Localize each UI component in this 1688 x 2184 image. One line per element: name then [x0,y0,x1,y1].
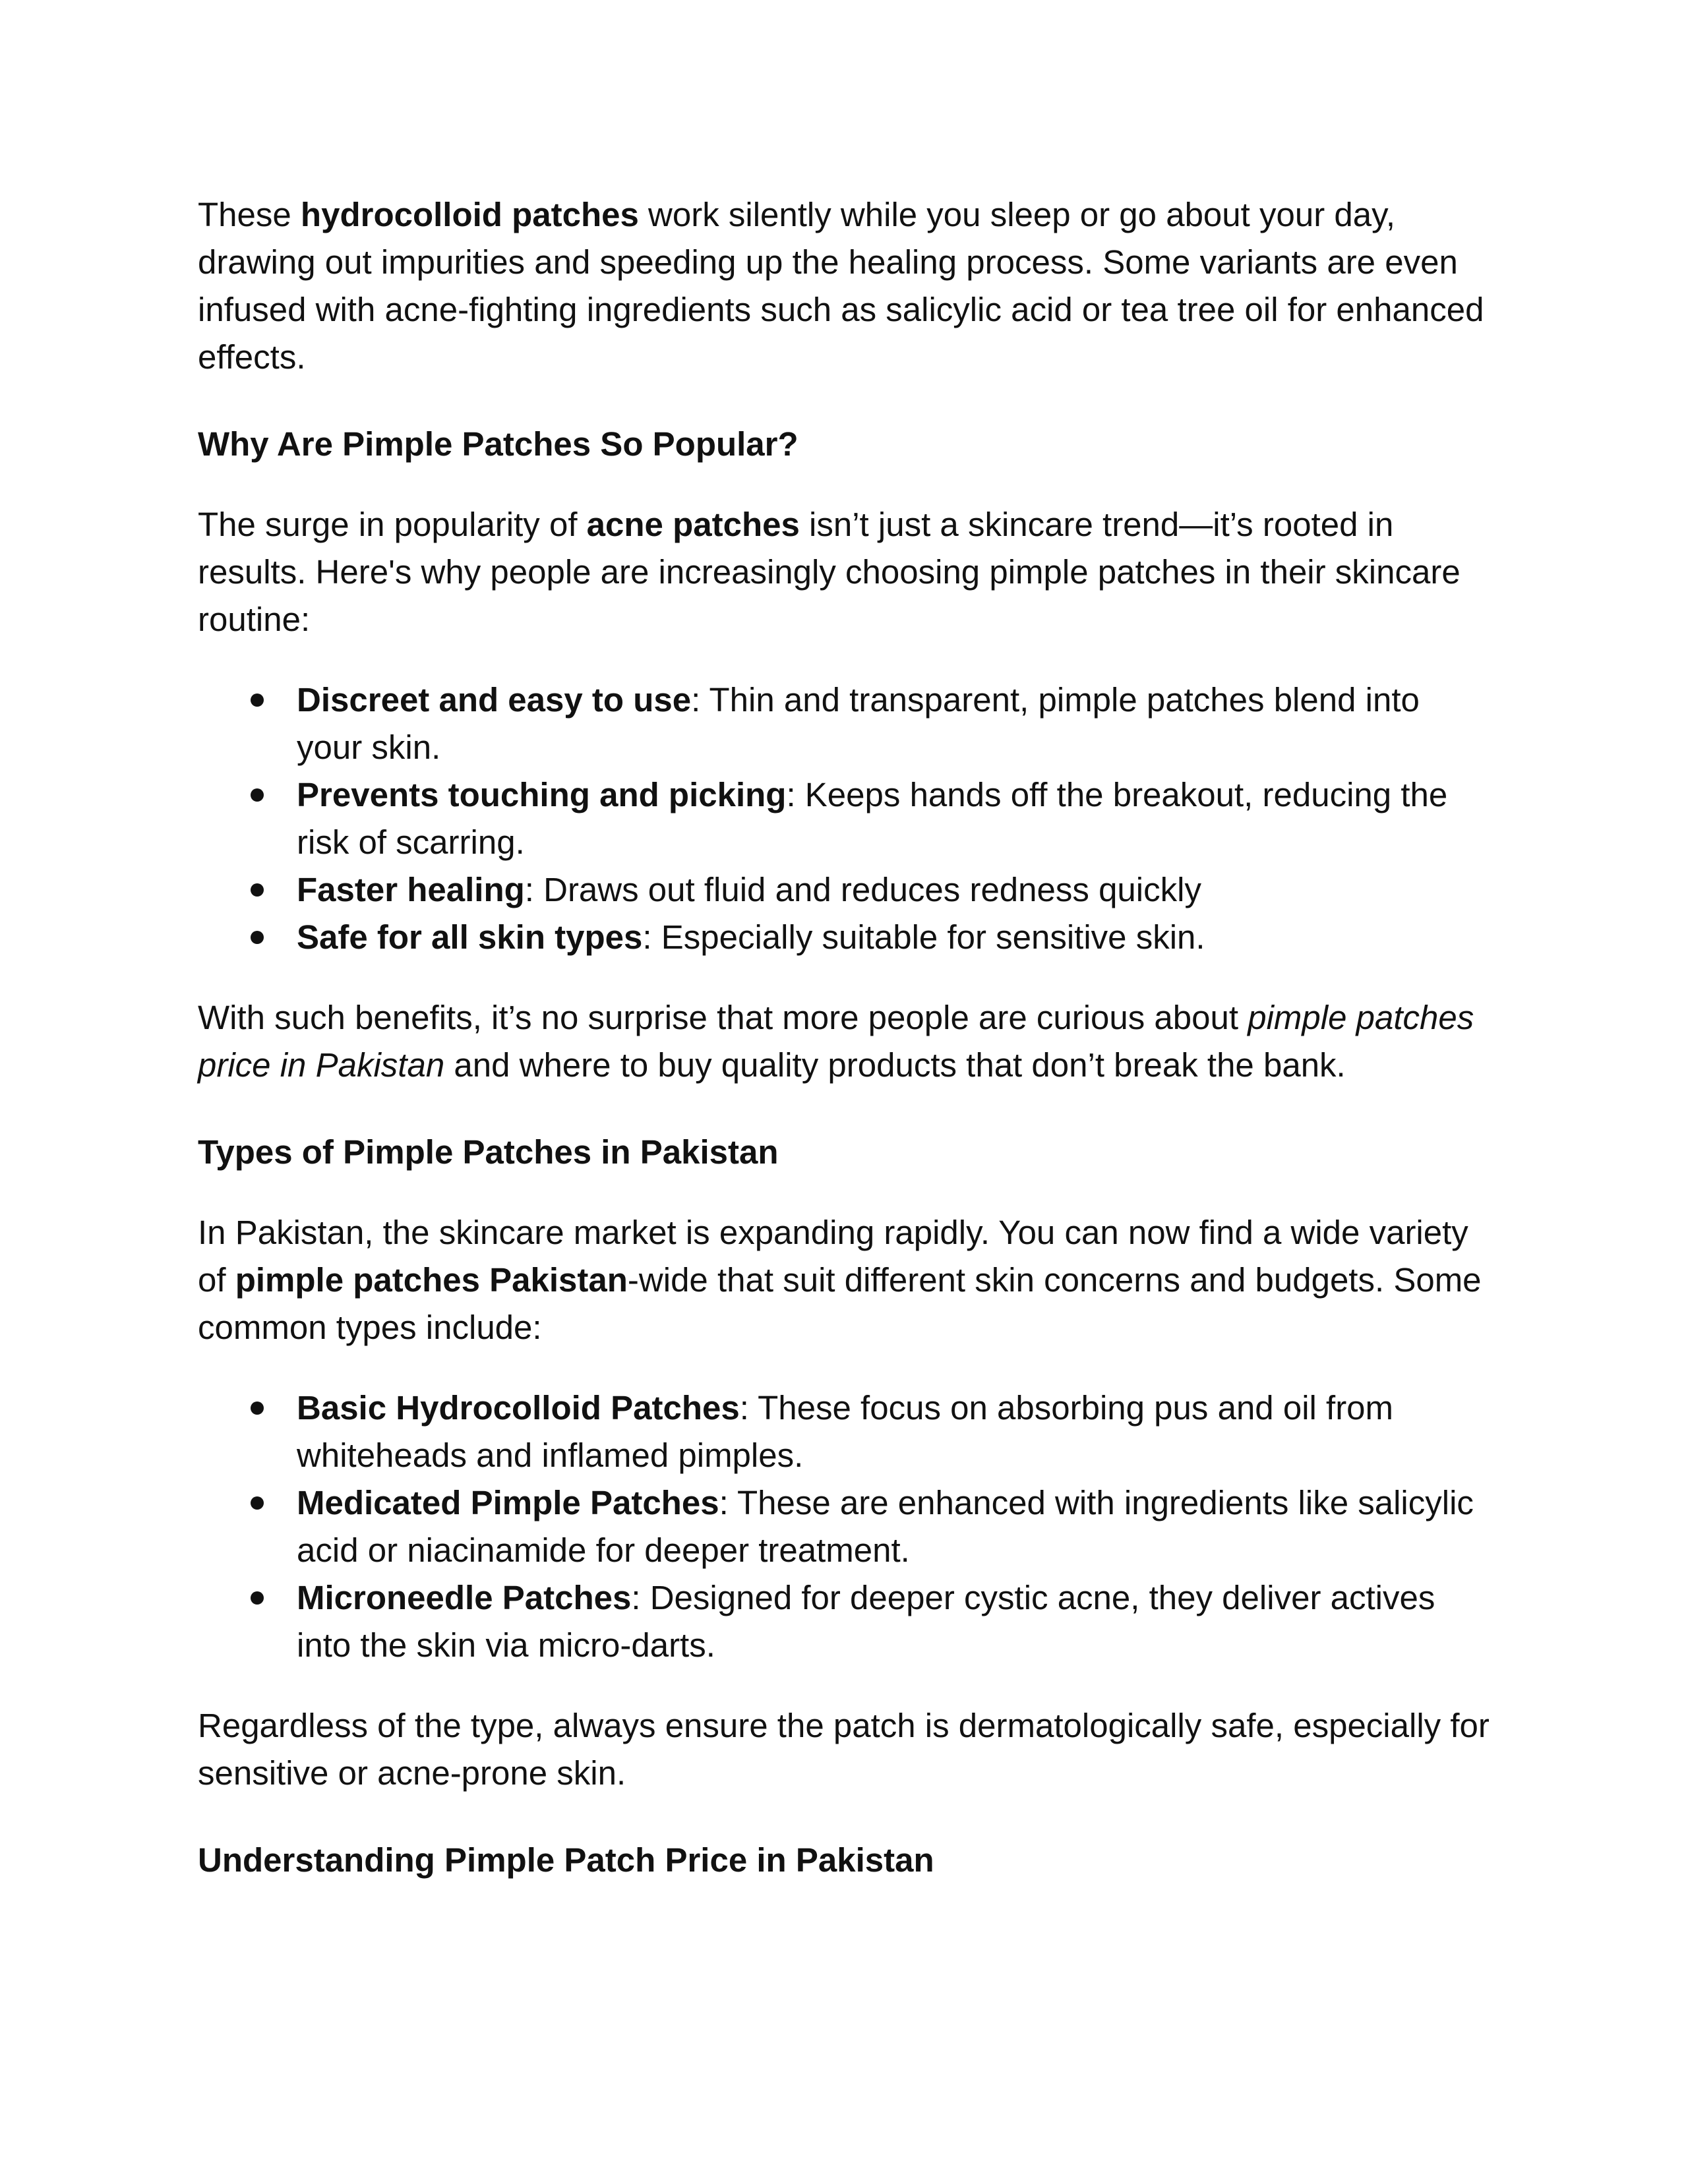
italic-term: pimple patches price in Pakistan [198,999,1474,1084]
section-heading-price: Understanding Pimple Patch Price in Pakistan [198,1841,934,1879]
list-item-term: Basic Hydrocolloid Patches [297,1389,740,1427]
text-run: The surge in popularity of [198,506,587,543]
list-item-text: : Draws out fluid and reduces redness quickly [524,871,1201,908]
list-item [297,866,1490,914]
document-page [198,191,1490,1917]
list-item-term: Prevents touching and picking [297,776,787,813]
list-item [297,1574,1490,1669]
list-item [297,1479,1490,1574]
text-run: With such benefits, it’s no surprise that more people are curious about [198,999,1248,1036]
text-run: and where to buy quality products that don’t break the bank. [444,1046,1346,1084]
list-item-term: Safe for all skin types [297,918,643,956]
popularity-paragraph [198,501,1490,643]
list-item-term: Microneedle Patches [297,1579,632,1616]
intro-paragraph [198,191,1490,381]
text-run: In Pakistan, the skincare market is expanding rapidly. You can now find a wide variety of [198,1214,1468,1299]
bold-term: hydrocolloid patches [300,196,639,233]
list-item [297,771,1490,866]
types-paragraph [198,1209,1490,1351]
list-item-text: : Especially suitable for sensitive skin. [642,918,1205,956]
list-item-term: Faster healing [297,871,525,908]
list-item-term: Discreet and easy to use [297,681,692,719]
list-item-term: Medicated Pimple Patches [297,1484,719,1521]
section-heading-popularity: Why Are Pimple Patches So Popular? [198,425,799,463]
benefits-summary-paragraph [198,994,1490,1089]
list-item [297,1384,1490,1479]
benefits-list [198,676,1490,961]
text-run: isn’t just a skincare trend—it’s rooted in results. Here's why people are increasingly choosing pimple patches in their skincare routine: [198,506,1461,638]
bold-term: acne patches [586,506,800,543]
list-item-text: : Keeps hands off the breakout, reducing the risk of scarring. [297,776,1448,861]
list-item [297,914,1490,961]
text-run: These [198,196,301,233]
section-heading-types: Types of Pimple Patches in Pakistan [198,1133,779,1171]
bold-term: pimple patches Pakistan [235,1261,628,1299]
list-item-text: : Thin and transparent, pimple patches blend into your skin. [297,681,1420,766]
list-item-text: : These are enhanced with ingredients like salicylic acid or niacinamide for deeper treatment. [297,1484,1474,1569]
list-item-text: : These focus on absorbing pus and oil from whiteheads and inflamed pimples. [297,1389,1394,1474]
list-item [297,676,1490,771]
safety-paragraph: Regardless of the type, always ensure the patch is dermatologically safe, especially for sensitive or acne-prone skin. [198,1707,1490,1792]
text-run: -wide that suit different skin concerns and budgets. Some common types include: [198,1261,1482,1346]
text-run: work silently while you sleep or go about your day, drawing out impurities and speeding up the healing process. Some variants are even infused with acne-fighting ingredients such as salicylic acid or tea tree oil for enhanced effects. [198,196,1484,376]
list-item-text: : Designed for deeper cystic acne, they deliver actives into the skin via micro-darts. [297,1579,1435,1664]
types-list [198,1384,1490,1669]
